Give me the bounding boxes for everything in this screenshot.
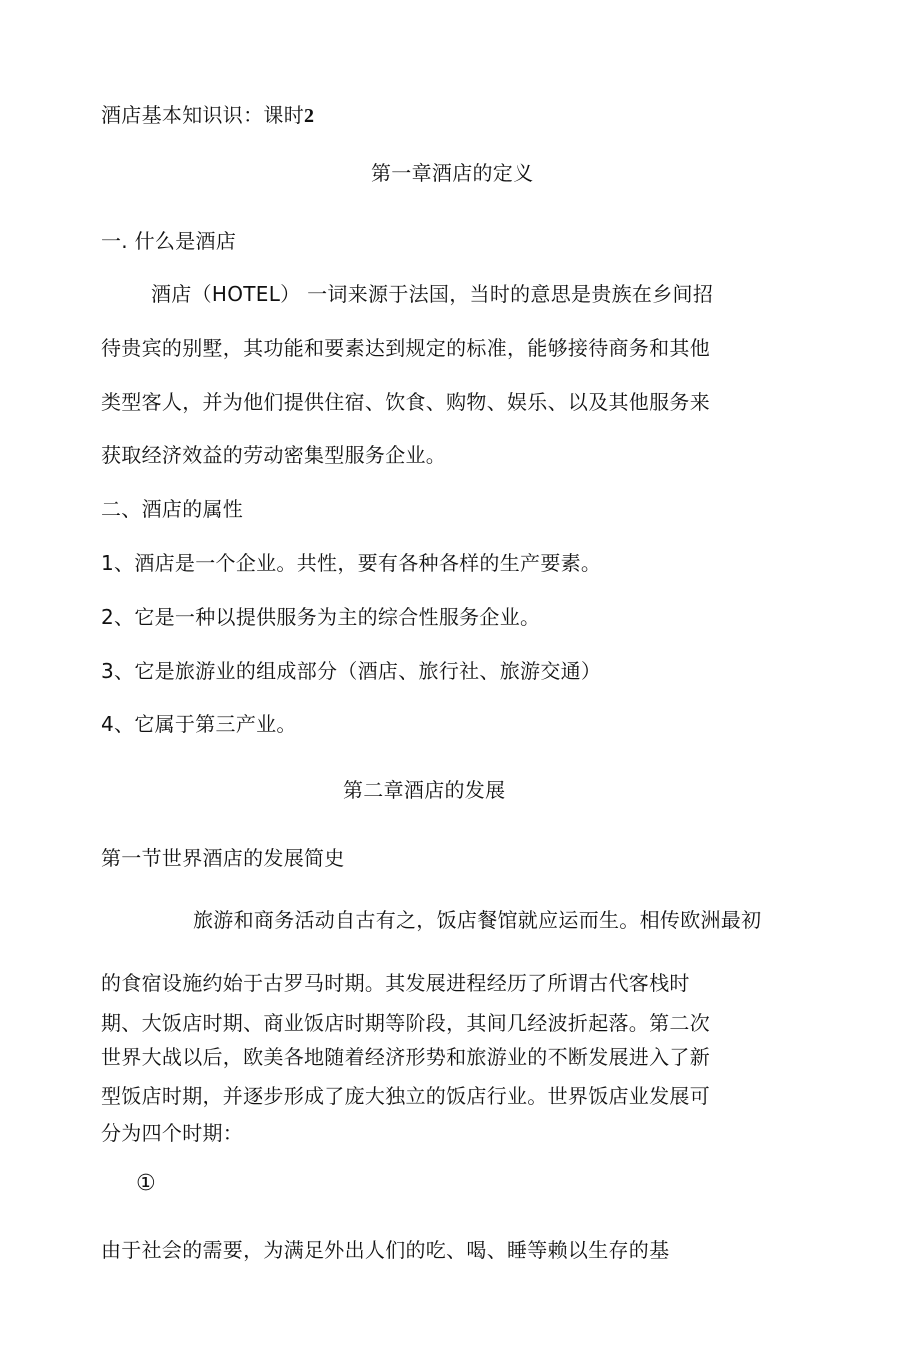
chapter-1-title: 第一章酒店的定义 (371, 161, 534, 185)
paragraph-1-line-1: 酒店（HOTEL） 一词来源于法国，当时的意思是贵族在乡间招 (151, 282, 714, 306)
paragraph-1-line-4: 获取经济效益的劳动密集型服务企业。 (101, 443, 447, 467)
paragraph-1-line-2: 待贵宾的别墅，其功能和要素达到规定的标准，能够接待商务和其他 (101, 336, 710, 360)
header-lesson-number: 2 (304, 105, 315, 127)
header-text: 酒店基本知识识：课时 (101, 103, 304, 127)
section-2-heading: 二、酒店的属性 (101, 497, 244, 521)
paragraph-2-line-2: 的食宿设施约始于古罗马时期。其发展进程经历了所谓古代客栈时 (101, 971, 690, 995)
document-header (101, 101, 314, 130)
paragraph-2-line-5: 型饭店时期，并逐步形成了庞大独立的饭店行业。世界饭店业发展可 (101, 1084, 710, 1108)
attribute-item-1: 1、酒店是一个企业。共性，要有各种各样的生产要素。 (101, 551, 602, 575)
section-3-heading: 第一节世界酒店的发展简史 (101, 846, 345, 870)
paragraph-2-line-6: 分为四个时期： (101, 1121, 244, 1145)
paragraph-2-line-1: 旅游和商务活动自古有之，饭店餐馆就应运而生。相传欧洲最初 (193, 908, 762, 932)
chapter-2-title: 第二章酒店的发展 (343, 778, 506, 802)
paragraph-2-line-4: 世界大战以后，欧美各地随着经济形势和旅游业的不断发展进入了新 (101, 1045, 710, 1069)
attribute-item-4: 4、它属于第三产业。 (101, 712, 297, 736)
paragraph-1-line-3: 类型客人，并为他们提供住宿、饮食、购物、娱乐、以及其他服务来 (101, 390, 710, 414)
attribute-item-2: 2、它是一种以提供服务为主的综合性服务企业。 (101, 605, 541, 629)
paragraph-3-line-1: 由于社会的需要，为满足外出人们的吃、喝、睡等赖以生存的基 (101, 1238, 670, 1262)
section-1-heading: 一. 什么是酒店 (101, 229, 237, 253)
circled-number-1: ① (136, 1171, 157, 1196)
paragraph-2-line-3: 期、大饭店时期、商业饭店时期等阶段，其间几经波折起落。第二次 (101, 1011, 710, 1035)
attribute-item-3: 3、它是旅游业的组成部分（酒店、旅行社、旅游交通） (101, 659, 602, 683)
